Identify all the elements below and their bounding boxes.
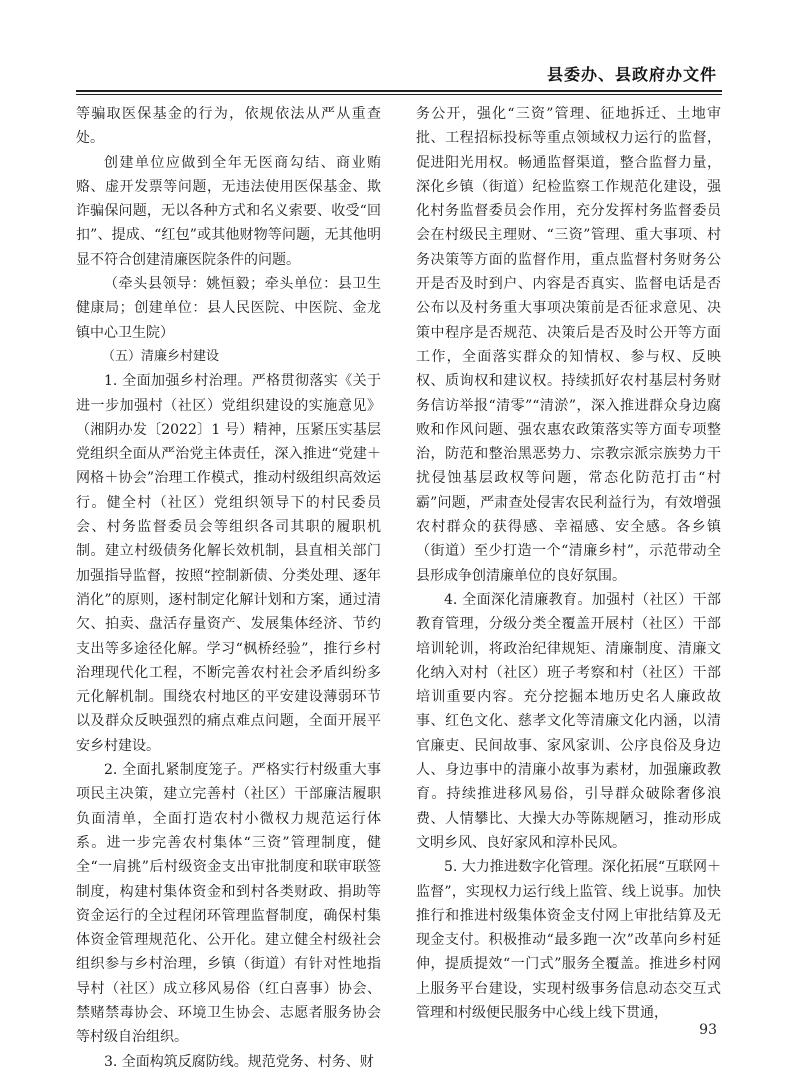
paragraph: 创建单位应做到全年无医商勾结、商业贿赂、虚开发票等问题，无违法使用医保基金、欺诈骗保问题，无以各种方式和名义索要、收受“回扣”、提成、“红包”或其他财物等问题，无其他明显不符合创建清廉医院条件的问题。 — [76, 154, 381, 268]
paragraph: 1. 全面加强乡村治理。严格贯彻落实《关于进一步加强村（社区）党组织建设的实施意见》（湘阴办发〔2022〕1 号）精神，压紧压实基层党组织全面从严治党主体责任，深入推进“党建＋网格＋协会”治理工作模式，推动村级组织高效运行。健全村（社区）党组织领导下的村民委员会、村务监督委员会等组织各司其职的履职机制。建立村级债务化解长效机制，县直相关部门加强指导监督，按照“控制新债、分类处理、逐年消化”的原则，逐村制定化解计划和方案，通过清欠、拍卖、盘活存量资产、发展集体经济、节约支出等多途径化解。学习“枫桥经验”，推行乡村治理现代化工程，不断完善农村社会矛盾纠纷多元化解机制。围绕农村地区的平安建设薄弱环节以及群众反映强烈的痛点难点问题，全面开展平安乡村建设。 — [76, 373, 381, 754]
header-title: 县委办、县政府办文件 — [546, 65, 717, 84]
paragraph: 等骗取医保基金的行为，依规依法从严从重查处。 — [76, 106, 381, 147]
paragraph: 4. 全面深化清廉教育。加强村（社区）干部教育管理，分级分类全覆盖开展村（社区）干部培训轮训，将政治纪律规矩、清廉制度、清廉文化纳入对村（社区）班子考察和村（社区）干部培训重要内容。充分挖掘本地历史名人廉政故事、红色文化、慈孝文化等清廉文化内涵，以清官廉吏、民间故事、家风家训、公序良俗及身边人、身边事中的清廉小故事为素材，加强廉政教育。持续推进移风易俗，引导群众破除奢侈浪费、人情攀比、大操大办等陈规陋习，推动形成文明乡风、良好家风和淳朴民风。 — [416, 591, 721, 851]
paragraph: 务公开，强化“三资”管理、征地拆迁、土地审批、工程招标投标等重点领域权力运行的监督，促进阳光用权。畅通监督渠道，整合监督力量，深化乡镇（街道）纪检监察工作规范化建设，强化村务监督委员会作用，充分发挥村务监督委员会在村级民主理财、“三资”管理、重大事项、村务决策等方面的监督作用，重点监督村务财务公开是否及时到户、内容是否真实、监督电话是否公布以及村务重大事项决策前是否征求意见、决策中程序是否规范、决策后是否及时公开等方面工作，全面落实群众的知情权、参与权、反映权、质询权和建议权。持续抓好农村基层村务财务信访举报“清零”“清淤”，深入推进群众身边腐败和作风问题、强农惠农政策落实等方面专项整治，防范和整治黑恶势力、宗教宗派宗族势力干扰侵蚀基层政权等问题，常态化防范打击“村霸”问题，严肃查处侵害农民利益行为，有效增强农村群众的获得感、幸福感、安全感。各乡镇（街道）至少打造一个“清廉乡村”，示范带动全县形成争创清廉单位的良好氛围。 — [416, 106, 721, 584]
paragraph: （牵头县领导：姚恒毅；牵头单位：县卫生健康局；创建单位：县人民医院、中医院、金龙镇中心卫生院） — [76, 276, 381, 341]
left-column — [76, 102, 381, 1074]
paragraph: 3. 全面构筑反腐防线。规范党务、村务、财 — [104, 1053, 374, 1070]
paragraph: 2. 全面扎紧制度笼子。严格实行村级重大事项民主决策，建立完善村（社区）干部廉洁履职负面清单，全面打造农村小微权力规范运行体系。进一步完善农村集体“三资”管理制度，健全“一肩挑”后村级资金支出审批制度和联审联签制度，构建村集体资金和到村各类财政、捐助等资金运行的全过程闭环管理监督制度，确保村集体资金管理规范化、公开化。建立健全村级社会组织参与乡村治理，乡镇（街道）有针对性地指导村（社区）成立移风易俗（红白喜事）协会、禁赌禁毒协会、环境卫生协会、志愿者服务协会等村级自治组织。 — [76, 762, 381, 1046]
paragraph: 5. 大力推进数字化管理。深化拓展“互联网＋监督”，实现权力运行线上监管、线上说事。加快推行和推进村级集体资金支付网上审批结算及无现金支付。积极推动“最多跑一次”改革向乡村延伸，提质提效“一门式”服务全覆盖。推进乡村网上服务平台建设，实现村级事务信息动态交互式管理和村级便民服务中心线上线下贯通， — [416, 859, 721, 1021]
section-heading: （五）清廉乡村建设 — [102, 348, 220, 364]
right-column — [416, 102, 721, 1025]
page-number: 93 — [699, 1022, 717, 1038]
header-rule — [76, 90, 722, 95]
